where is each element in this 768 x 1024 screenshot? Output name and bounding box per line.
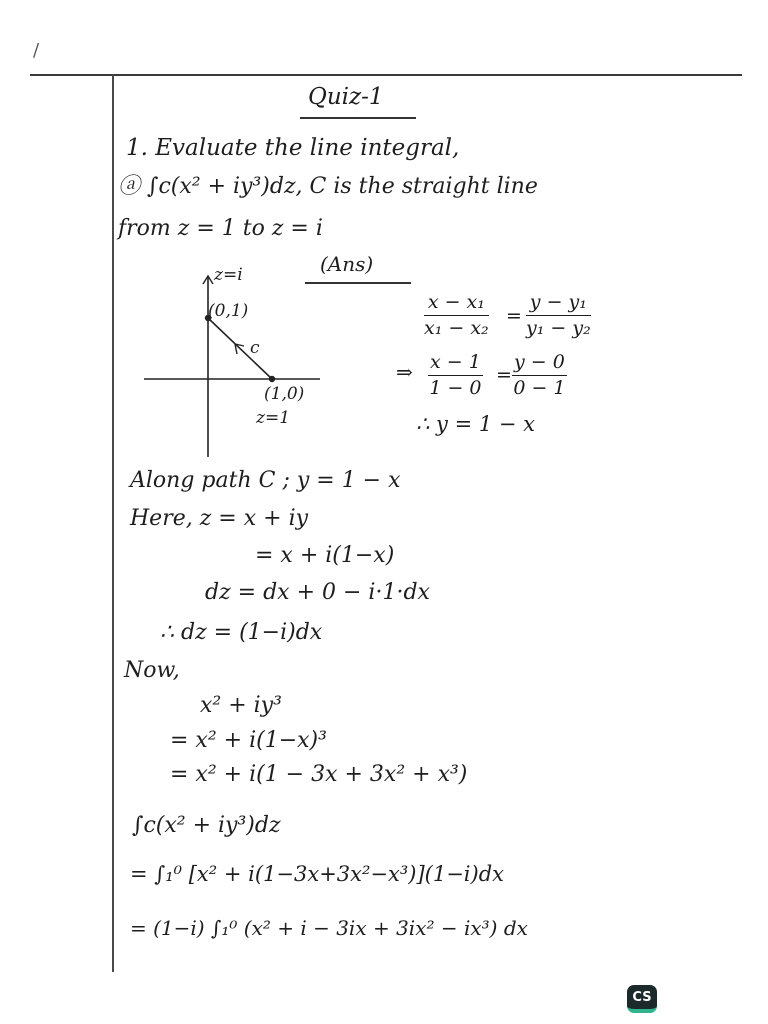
working-line: = x + i(1−x) — [255, 543, 395, 568]
graph-top-label: z=i — [214, 265, 243, 285]
two-point-lhs-num: x − x₁ — [427, 291, 485, 313]
stray-mark: / — [33, 40, 40, 61]
two-point-lhs-den: x₁ − x₂ — [424, 317, 489, 339]
two-point-lhs — [424, 293, 489, 338]
graph-path-label: c — [250, 338, 260, 358]
substituted-lhs — [428, 353, 483, 398]
equals-sign: = — [506, 305, 522, 327]
graph-point-right: (1,0) — [264, 384, 305, 404]
working-line: ∫c(x² + iy³)dz — [132, 813, 281, 838]
working-line: x² + iy³ — [200, 693, 282, 718]
two-point-rhs-num: y − y₁ — [529, 291, 587, 313]
working-line: = ∫₁⁰ [x² + i(1−3x+3x²−x³)](1−i)dx — [130, 862, 505, 886]
implies-arrow: ⇒ — [396, 360, 413, 384]
two-point-rhs — [526, 293, 591, 338]
two-point-rhs-den: y₁ − y₂ — [526, 317, 591, 339]
graph-bottom-label: z=1 — [256, 408, 291, 428]
page-title: Quiz-1 — [308, 84, 384, 110]
question-line: 1. Evaluate the line integral, — [126, 135, 460, 161]
path-c-segment — [208, 318, 272, 379]
substituted-lhs-den: 1 − 0 — [429, 377, 482, 399]
substituted-rhs — [512, 353, 567, 398]
working-line: Now, — [124, 658, 180, 683]
margin-line — [112, 74, 114, 972]
graph-point-top: (0,1) — [208, 301, 249, 321]
working-line: dz = dx + 0 − i·1·dx — [205, 580, 430, 605]
substituted-rhs-num: y − 0 — [514, 351, 565, 373]
working-line: = (1−i) ∫₁⁰ (x² + i − 3ix + 3ix² − ix³) dx — [130, 916, 528, 940]
part-a-continued-line: from z = 1 to z = i — [118, 216, 323, 241]
answer-label: (Ans) — [320, 252, 374, 276]
substituted-lhs-num: x − 1 — [430, 351, 481, 373]
working-line: Here, z = x + iy — [130, 506, 309, 531]
working-line: = x² + i(1−x)³ — [170, 728, 327, 753]
substituted-rhs-den: 0 − 1 — [513, 377, 566, 399]
title-underline — [300, 117, 416, 119]
working-line: ∴ dz = (1−i)dx — [160, 620, 323, 645]
top-rule-line — [30, 74, 742, 76]
camscanner-logo: CS — [627, 985, 657, 1013]
part-a-line: ⓐ ∫c(x² + iy³)dz, C is the straight line — [118, 174, 538, 199]
equals-sign: = — [496, 364, 512, 386]
working-line: Along path C ; y = 1 − x — [130, 468, 401, 493]
working-line: = x² + i(1 − 3x + 3x² + x³) — [170, 762, 468, 787]
result-line: ∴ y = 1 − x — [416, 412, 535, 436]
path-graph — [140, 262, 325, 462]
point-right-dot — [269, 376, 275, 382]
